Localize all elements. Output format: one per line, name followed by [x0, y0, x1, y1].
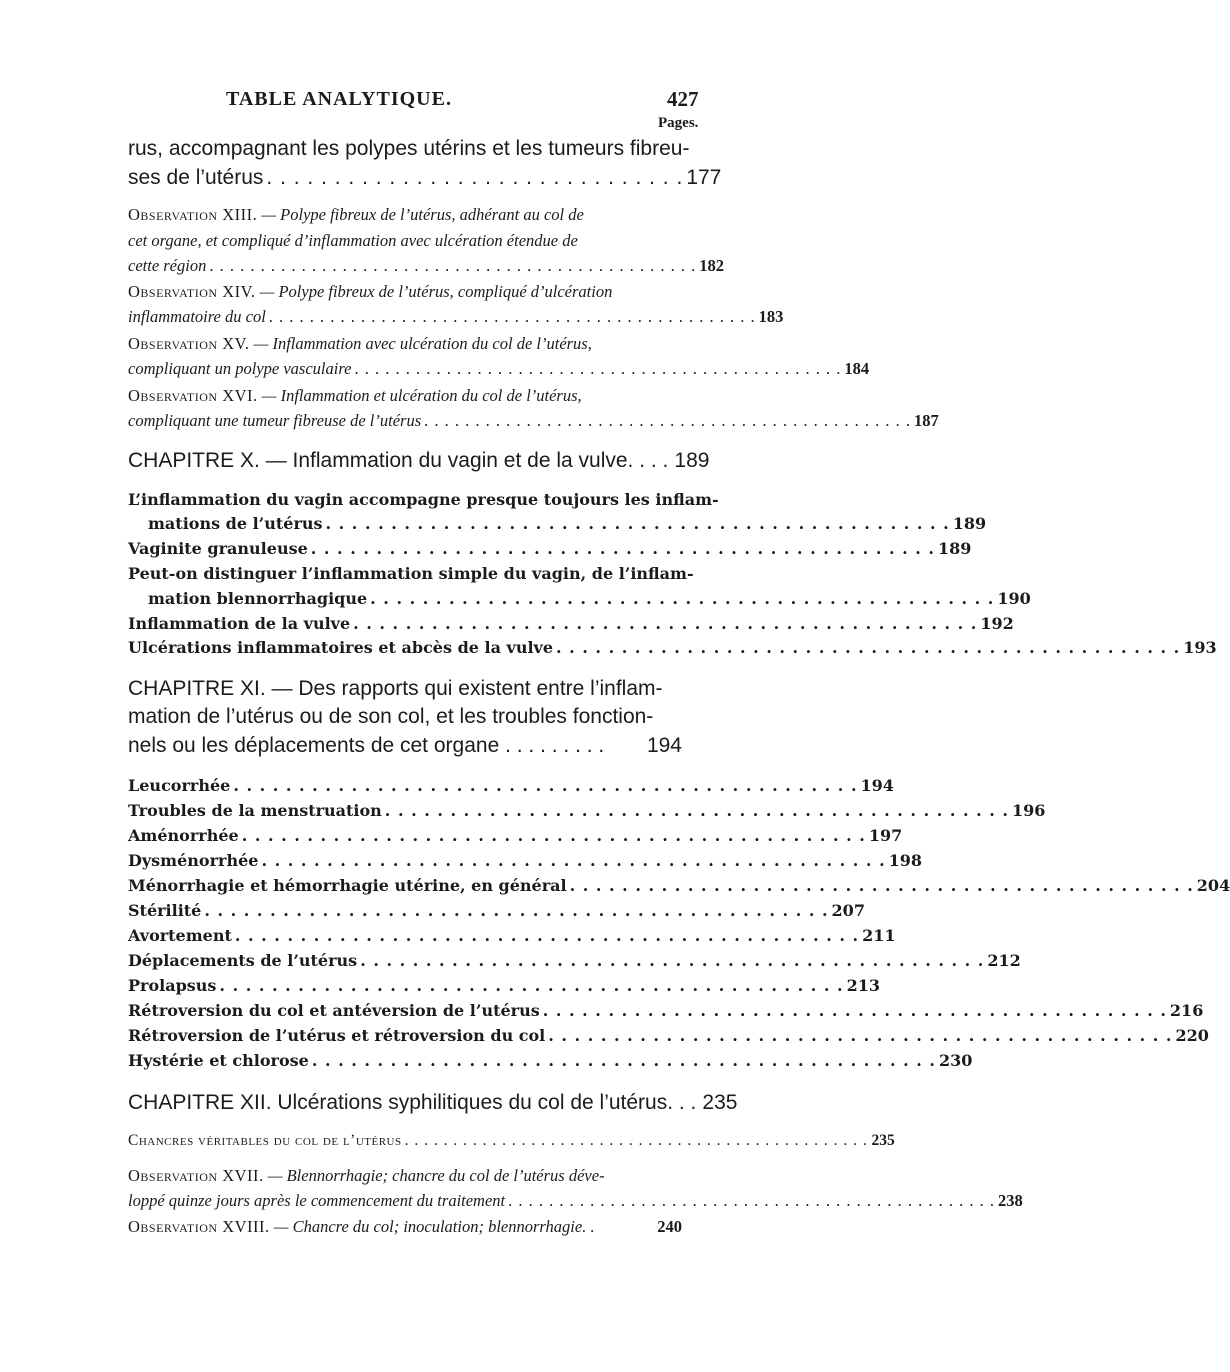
- observation-title: inflammatoire du col: [128, 307, 266, 326]
- toc-entry: [128, 1132, 895, 1150]
- page-ref: 216: [1169, 1001, 1204, 1020]
- toc-entry-text: Dysménorrhée: [128, 851, 259, 870]
- dot-leader: . . . . . . . . . . . . . . . . . . . . . . . . . . . . . . . . . . . . . . . . . . . . . . . .: [311, 1051, 936, 1070]
- toc-entry: [128, 256, 724, 276]
- toc-entry-text: Rétroversion du col et antéversion de l’utérus: [128, 1001, 540, 1020]
- toc-entry-text: Rétroversion de l’utérus et rétroversion du col: [128, 1026, 546, 1045]
- toc-entry: [128, 1217, 682, 1237]
- page-ref: 189: [674, 449, 710, 472]
- page-ref: 220: [1175, 1026, 1209, 1045]
- toc-entry-text: L’inflammation du vagin accompagne presque toujours les inflam-: [128, 490, 719, 509]
- observation-label: Observation XV.: [128, 334, 250, 353]
- toc-entry: [128, 826, 903, 845]
- observation-label: Observation XVIII.: [128, 1217, 270, 1236]
- toc-entry-text: [128, 1217, 595, 1237]
- dot-leader: . . . . . . . . . . . . . . . . . . . . . . . . . . . . . . . . . . . . . . . . . . . . . . . .: [325, 514, 950, 533]
- chapter-heading: [128, 449, 710, 473]
- observation-title: — Polype fibreux de l’utérus, compliqué d’ulcération: [259, 282, 613, 301]
- toc-entry: [148, 589, 1031, 608]
- page-ref: 238: [998, 1191, 1023, 1210]
- toc-entry-text: mations de l’utérus: [148, 514, 323, 533]
- observation-title: compliquant une tumeur fibreuse de l’utérus: [128, 411, 422, 430]
- toc-entry: [128, 166, 722, 190]
- page-ref: 198: [888, 851, 923, 870]
- dot-leader: . . . . . . . . . . . . . . . . . . . . . . . . . . . . . . . . . . . . . . . . . . . . . . . .: [556, 638, 1181, 657]
- observation-title: cet organe, et compliqué d’inflammation avec ulcération étendue de: [128, 231, 578, 250]
- toc-entry: [128, 1001, 1204, 1020]
- dot-leader: . . . . . . . . . . . . . . . . . . . . . . . . . . . . . . . . . . . . . . . . . . . . . . . .: [241, 826, 866, 845]
- toc-entry: [128, 801, 1046, 820]
- chapter-heading: [128, 1091, 738, 1115]
- observation-title: cette région: [128, 256, 207, 275]
- page-ref: 196: [1011, 801, 1046, 820]
- observation-title: loppé quinze jours après le commencement du traitement: [128, 1191, 506, 1210]
- page-ref: 230: [939, 1051, 973, 1070]
- toc-entry-text: ses de l’utérus: [128, 166, 264, 189]
- toc-entry: [128, 359, 870, 379]
- dot-leader: . . . . . . . . . . . . . . . . . . . . . . . . . . . . . . . . . . . . . . . . . . . . . . . .: [508, 1191, 996, 1210]
- toc-entry: [128, 926, 896, 945]
- dot-leader: . . . . . . . . . . . . . . . . . . . . . . . . . . . . . . .: [266, 166, 684, 189]
- page-ref: 177: [686, 166, 722, 189]
- toc-entry: [128, 411, 939, 431]
- toc-entry: [128, 638, 1217, 657]
- page-ref: 213: [846, 976, 881, 995]
- page-ref: 240: [657, 1217, 682, 1236]
- page-ref: 212: [987, 951, 1021, 970]
- toc-entry-text: Ulcérations inflammatoires et abcès de la vulve: [128, 638, 553, 657]
- page-ref: 183: [758, 307, 784, 326]
- observation-entry: [128, 282, 612, 302]
- dot-leader: . . . . . . . . . . . . . . . . . . . . . . . . . . . . . . . . . . . . . . . . . . . . . . . .: [360, 951, 985, 970]
- chapter-title: mation de l’utérus ou de son col, et les troubles fonction-: [128, 705, 654, 728]
- observation-label: Observation XIV.: [128, 282, 256, 301]
- page-ref: 187: [914, 411, 939, 430]
- toc-entry: [128, 951, 1021, 970]
- toc-entry: [128, 1191, 1023, 1211]
- toc-entry: [128, 614, 1014, 633]
- toc-entry-text: Troubles de la menstruation: [128, 801, 382, 820]
- observation-entry: [128, 205, 584, 225]
- dot-leader: . . . . . . . . . . . . . . . . . . . . . . . . . . . . . . . . . . . . . . . . . . . . . . . .: [261, 851, 886, 870]
- toc-entry-text: Stérilité: [128, 901, 202, 920]
- observation-title: — Blennorrhagie; chancre du col de l’utérus déve-: [267, 1166, 605, 1185]
- chapter-title: CHAPITRE XI. — Des rapports qui existent entre l’inflam-: [128, 677, 663, 700]
- observation-title: compliquant un polype vasculaire: [128, 359, 352, 378]
- observation-label: Observation XVI.: [128, 386, 258, 405]
- toc-entry: [148, 514, 987, 533]
- page-ref: 189: [937, 539, 972, 558]
- toc-entry-text: [128, 411, 421, 431]
- dot-leader: . . . . . . . . . . . . . . . . . . . . . . . . . . . . . . . . . . . . . . . . . . . . . . . .: [370, 589, 995, 608]
- chapter-heading: [128, 734, 682, 758]
- observation-entry: [128, 1166, 605, 1186]
- toc-entry-text: [128, 1191, 505, 1211]
- toc-entry-text: Peut-on distinguer l’inflammation simple du vagin, de l’inflam-: [128, 564, 694, 583]
- page-ref: 194: [646, 734, 682, 757]
- toc-entry-text: Prolapsus: [128, 976, 217, 995]
- observation-entry: [128, 386, 582, 406]
- page-ref: 197: [868, 826, 903, 845]
- dot-leader: . . . . . . . . . . . . . . . . . . . . . . . . . . . . . . . . . . . . . . . . . . . . . . . .: [354, 359, 842, 378]
- running-head: [0, 88, 800, 114]
- dot-leader: . . . . . . . . . . . . . . . . . . . . . . . . . . . . . . . . . . . . . . . . . . . . . . . .: [310, 539, 935, 558]
- pages-column-label: Pages.: [658, 115, 699, 131]
- observation-entry: [128, 334, 592, 354]
- dot-leader: . . . . . . . . . . . . . . . . . . . . . . . . . . . . . . . . . . . . . . . . . . . . . . . .: [384, 801, 1009, 820]
- toc-entry-text: Ménorrhagie et hémorrhagie utérine, en général: [128, 876, 567, 895]
- page-ref: 207: [831, 901, 865, 920]
- toc-entry: [128, 539, 972, 558]
- toc-entry-text: Hystérie et chlorose: [128, 1051, 309, 1070]
- dot-leader: . . . . . . . . . . . . . . . . . . . . . . . . . . . . . . . . . . . . . . . . . . . . . . . .: [233, 776, 858, 795]
- dot-leader: . . . . . . . . . . . . . . . . . . . . . . . . . . . . . . . . . . . . . . . . . . . . . . . .: [209, 256, 697, 275]
- running-head-title: TABLE ANALYTIQUE.: [226, 88, 452, 110]
- toc-entry-text: [128, 256, 206, 276]
- toc-entry: [128, 307, 784, 327]
- section-heading: Chancres véritables du col de l’utérus: [128, 1132, 402, 1149]
- toc-entry-text: Vaginite granuleuse: [128, 539, 308, 558]
- page-ref: 184: [844, 359, 870, 378]
- page-ref: 189: [952, 514, 987, 533]
- toc-entry-text: [128, 307, 266, 327]
- toc-entry: [128, 876, 1230, 895]
- toc-entry-text: Leucorrhée: [128, 776, 231, 795]
- chapter-title: CHAPITRE X. — Inflammation du vagin et de la vulve. . . .: [128, 449, 669, 472]
- observation-title: — Inflammation avec ulcération du col de l’utérus,: [253, 334, 592, 353]
- toc-entry: [128, 901, 865, 920]
- dot-leader: . . . . . . . . . . . . . . . . . . . . . . . . . . . . . . . . . . . . . . . . . . . . . . . .: [424, 411, 912, 430]
- page-ref: 182: [699, 256, 724, 275]
- dot-leader: . . . . . . . . . . . . . . . . . . . . . . . . . . . . . . . . . . . . . . . . . . . . . . . .: [569, 876, 1194, 895]
- toc-entry-text: rus, accompagnant les polypes utérins et les tumeurs fibreu-: [128, 137, 690, 160]
- toc-entry: [128, 1051, 973, 1070]
- page-ref: 194: [860, 776, 894, 795]
- page-ref: 211: [862, 926, 896, 945]
- observation-title: — Chancre du col; inoculation; blennorrhagie. .: [273, 1217, 595, 1236]
- toc-entry: [128, 976, 881, 995]
- dot-leader: . . . . . . . . . . . . . . . . . . . . . . . . . . . . . . . . . . . . . . . . . . . . . . . .: [353, 614, 978, 633]
- toc-entry-text: Déplacements de l’utérus: [128, 951, 358, 970]
- toc-entry-text: [128, 359, 351, 379]
- dot-leader: . . . . . . . . . . . . . . . . . . . . . . . . . . . . . . . . . . . . . . . . . . . . . . . .: [404, 1132, 868, 1149]
- toc-entry: [128, 776, 894, 795]
- page-ref: 204: [1196, 876, 1230, 895]
- observation-title: — Inflammation et ulcération du col de l’utérus,: [261, 386, 582, 405]
- chapter-title: CHAPITRE XII. Ulcérations syphilitiques du col de l’utérus. . .: [128, 1091, 697, 1114]
- toc-entry-text: mation blennorrhagique: [148, 589, 368, 608]
- observation-label: Observation XVII.: [128, 1166, 264, 1185]
- dot-leader: . . . . . . . . . . . . . . . . . . . . . . . . . . . . . . . . . . . . . . . . . . . . . . . .: [204, 901, 829, 920]
- toc-entry: [128, 1026, 1209, 1045]
- observation-label: Observation XIII.: [128, 205, 258, 224]
- toc-entry-text: Avortement: [128, 926, 232, 945]
- dot-leader: . . . . . . . . . . . . . . . . . . . . . . . . . . . . . . . . . . . . . . . . . . . . . . . .: [234, 926, 860, 945]
- page-number: 427: [667, 87, 699, 111]
- dot-leader: . . . . . . . . . . . . . . . . . . . . . . . . . . . . . . . . . . . . . . . . . . . . . . . .: [268, 307, 756, 326]
- toc-entry-text: Inflammation de la vulve: [128, 614, 351, 633]
- toc-entry-text: Aménorrhée: [128, 826, 239, 845]
- dot-leader: . . . . . . . . . . . . . . . . . . . . . . . . . . . . . . . . . . . . . . . . . . . . . . . .: [542, 1001, 1167, 1020]
- page-ref: 193: [1183, 638, 1217, 657]
- page-ref: 235: [702, 1091, 738, 1114]
- page-ref: 192: [980, 614, 1014, 633]
- toc-entry: [128, 851, 923, 870]
- observation-entry: [128, 231, 578, 251]
- chapter-title: nels ou les déplacements de cet organe . . . . . . . . .: [128, 734, 605, 757]
- page-ref: 235: [871, 1132, 895, 1149]
- page-ref: 190: [997, 589, 1031, 608]
- observation-title: — Polype fibreux de l’utérus, adhérant au col de: [261, 205, 584, 224]
- dot-leader: . . . . . . . . . . . . . . . . . . . . . . . . . . . . . . . . . . . . . . . . . . . . . . . .: [219, 976, 844, 995]
- dot-leader: . . . . . . . . . . . . . . . . . . . . . . . . . . . . . . . . . . . . . . . . . . . . . . . .: [548, 1026, 1173, 1045]
